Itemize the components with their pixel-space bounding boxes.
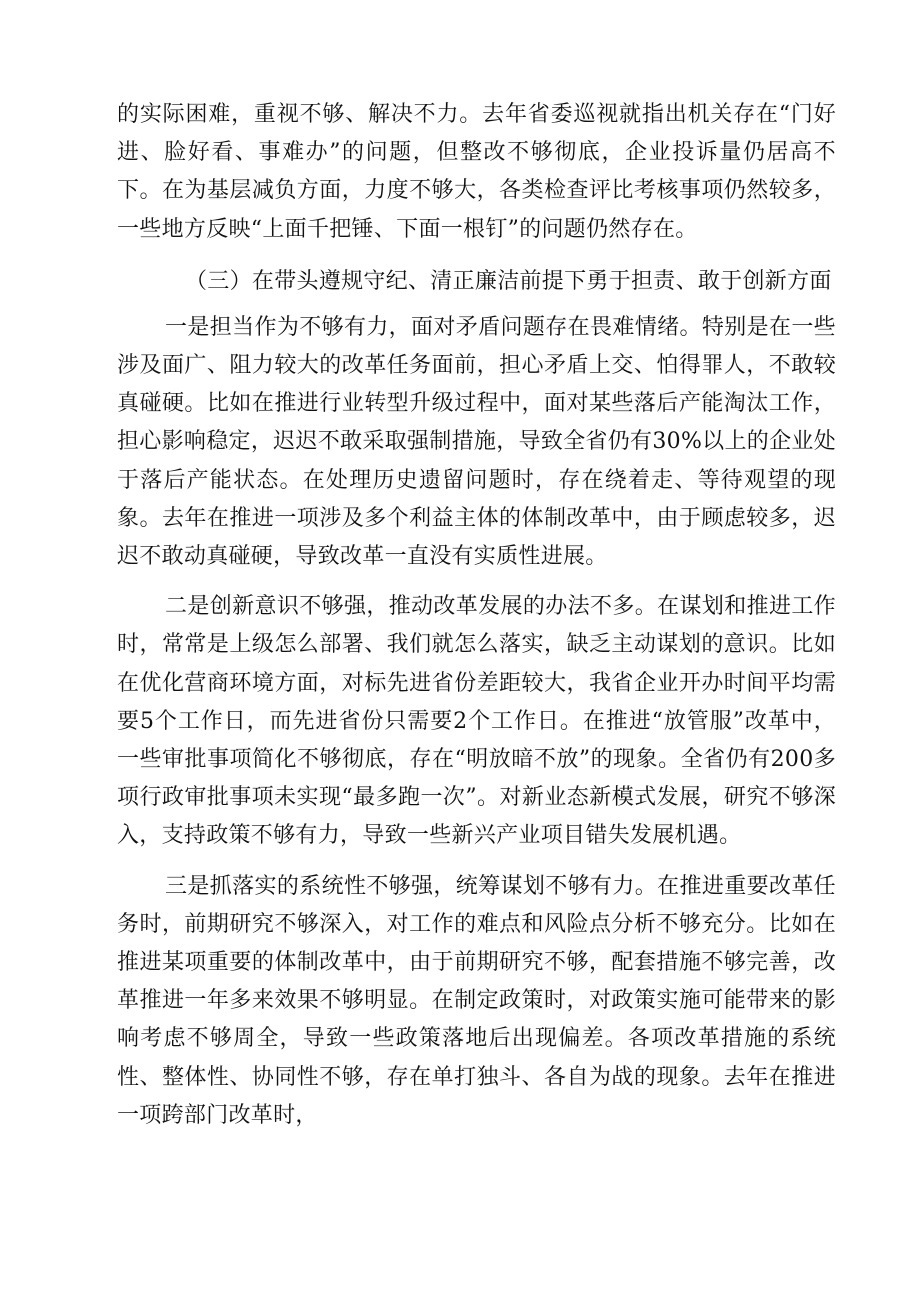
paragraph-point-3: 三是抓落实的系统性不够强，统筹谋划不够有力。在推进重要改革任务时，前期研究不够深入，对工作的难点和风险点分析不够充分。比如在推进某项重要的体制改革中，由于前期研究不够，配套措施不够完善，改革推进一年多来效果不够明显。在制定政策时，对政策实施可能带来的影响考虑不够周全，导致一些政策落地后出现偏差。各项改革措施的系统性、整体性、协同性不够，存在单打独斗、各自为战的现象。去年在推进一项跨部门改革时， bbox=[117, 873, 836, 1128]
paragraph-point-2: 二是创新意识不够强，推动改革发展的办法不多。在谋划和推进工作时，常常是上级怎么部署、我们就怎么落实，缺乏主动谋划的意识。比如在优化营商环境方面，对标先进省份差距较大，我省企业开办时间平均需要5个工作日，而先进省份只需要2个工作日。在推进“放管服”改革中，一些审批事项简化不够彻底，存在“明放暗不放”的现象。全省仍有200多项行政审批事项未实现“最多跑一次”。对新业态新模式发展，研究不够深入，支持政策不够有力，导致一些新兴产业项目错失发展机遇。 bbox=[117, 594, 836, 849]
section-heading-3: （三）在带头遵规守纪、清正廉洁前提下勇于担责、敢于创新方面 bbox=[185, 268, 832, 294]
paragraph-continuation: 的实际困难，重视不够、解决不力。去年省委巡视就指出机关存在“门好进、脸好看、事难办”的问题，但整改不够彻底，企业投诉量仍居高不下。在为基层减负方面，力度不够大，各类检查评比考核事项仍然较多，一些地方反映“上面千把锤、下面一根钉”的问题仍然存在。 bbox=[117, 102, 836, 242]
paragraph-point-1: 一是担当作为不够有力，面对矛盾问题存在畏难情绪。特别是在一些涉及面广、阻力较大的改革任务面前，担心矛盾上交、怕得罪人，不敢较真碰硬。比如在推进行业转型升级过程中，面对某些落后产能淘汰工作，担心影响稳定，迟迟不敢采取强制措施，导致全省仍有30%以上的企业处于落后产能状态。在处理历史遗留问题时，存在绕着走、等待观望的现象。去年在推进一项涉及多个利益主体的体制改革中，由于顾虑较多，迟迟不敢动真碰硬，导致改革一直没有实质性进展。 bbox=[117, 314, 836, 570]
